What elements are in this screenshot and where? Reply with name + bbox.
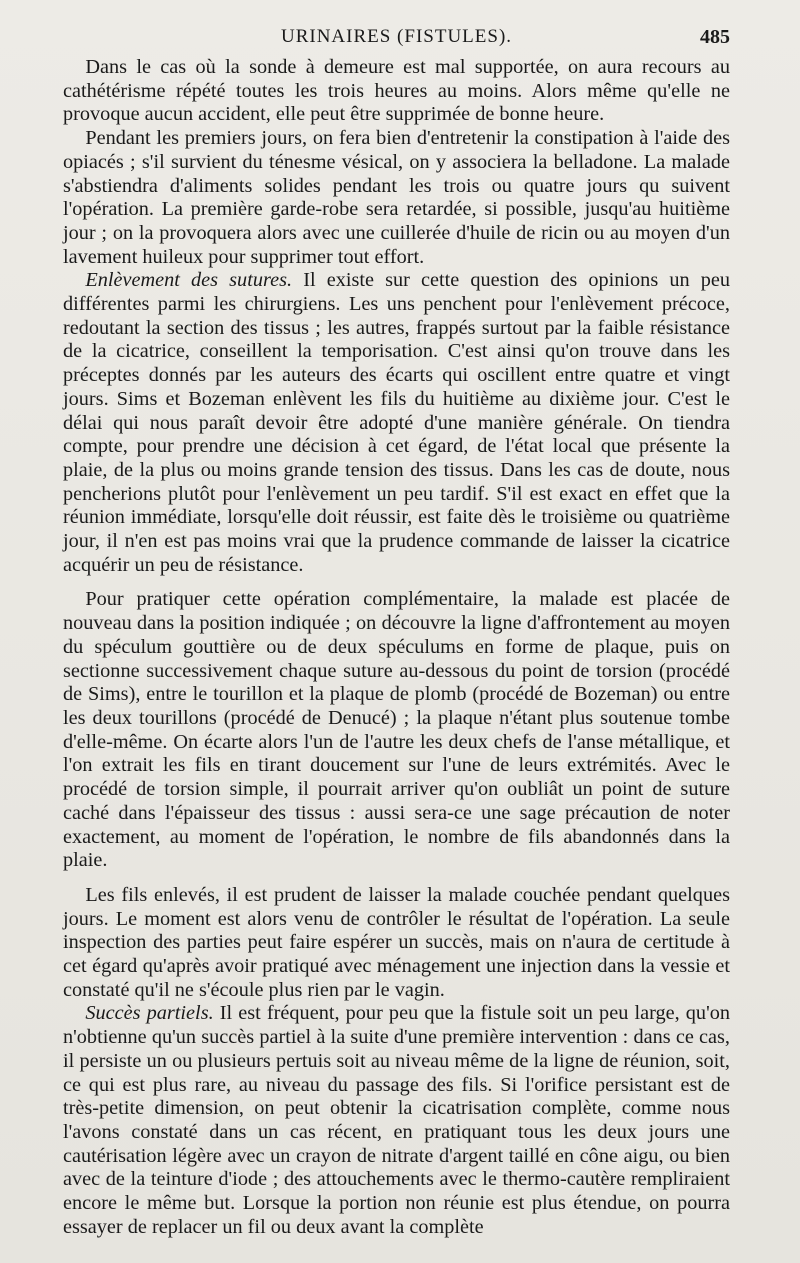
paragraph-text: Il existe sur cette question des opinions un peu différentes parmi les chirurgiens. Les uns penchent pour l'enlèvement précoce, redoutant la section des tissus ; les autres, frappés surtout par la faible résistance de la cicatrice, conseillent la temporisation. C'est ainsi qu'on trouve dans les préceptes donnés par les auteurs des écarts qui oscillent entre quatre et vingt jours. Sims et Bozeman enlèvent les fils du huitième au dixième jour. C'est le délai qui nous paraît devoir être adopté d'une manière générale. On tiendra compte, pour prendre une décision à cet égard, de l'état local que présente la plaie, de la plus ou moins grande tension des tissus. Dans les cas de doute, nous pencherions plutôt pour l'enlèvement un peu tardif. S'il est exact en effet que la réunion immédiate, lorsqu'elle doit réussir, est faite dès le troisième ou quatrième jour, il n'en est pas moins vrai que la prudence commande de laisser la cicatrice acquérir un peu de résistance. (63, 269, 730, 576)
running-title: URINAIRES (FISTULES). (280, 26, 513, 47)
paragraph-lead: Succès partiels. (85, 1002, 214, 1025)
paragraph (63, 884, 730, 1003)
running-header (63, 22, 730, 56)
paragraph (63, 127, 730, 269)
paragraph-text: Il est fréquent, pour peu que la fistule soit un peu large, qu'on n'obtienne qu'un succès partiel à la suite d'une première intervention : dans ce cas, il persiste un ou plusieurs pertuis soit au niveau même de la ligne de réunion, soit, ce qui est plus rare, au niveau du passage des fils. Si l'orifice persistant est de très-petite dimension, on peut obtenir la cicatrisation complète, comme nous l'avons constaté dans un cas récent, en pratiquant tous les deux jours une cautérisation légère avec un crayon de nitrate d'argent taillé en cône aigu, ou bien avec de la teinture d'iode ; des attouchements avec le thermo-cautère rempliraient encore le même but. Lorsque la portion non réunie est plus étendue, on pourra essayer de replacer un fil ou deux avant la complète (63, 1002, 730, 1238)
paragraph-text: Dans le cas où la sonde à demeure est mal supportée, on aura recours au cathétérisme répété toutes les trois heures au moins. Alors même qu'elle ne provoque aucun accident, elle peut être supprimée de bonne heure. (63, 56, 730, 126)
paragraph (63, 588, 730, 872)
body-text (63, 56, 730, 1239)
paragraph (63, 269, 730, 577)
paragraph-text: Les fils enlevés, il est prudent de laisser la malade couchée pendant quelques jours. Le moment est alors venu de contrôler le résultat de l'opération. La seule inspection des parties peut faire espérer un succès, mais on n'aura de certitude à cet égard qu'après avoir pratiqué avec ménagement une injection dans la vessie et constaté qu'il ne s'écoule plus rien par le vagin. (63, 883, 730, 1001)
paragraph (63, 1002, 730, 1239)
paragraph-text: Pour pratiquer cette opération complémentaire, la malade est placée de nouveau dans la position indiquée ; on découvre la ligne d'affrontement au moyen du spéculum gouttière ou de deux spéculums en forme de plaque, puis on sectionne successivement chaque suture au-dessous du point de torsion (procédé de Sims), entre le tourillon et la plaque de plomb (procédé de Bozeman) ou entre les deux tourillons (procédé de Denucé) ; la plaque n'étant plus soutenue tombe d'elle-même. On écarte alors l'un de l'autre les deux chefs de l'anse métallique, et l'on extrait les fils en tirant doucement sur l'une de leurs extrémités. Avec le procédé de torsion simple, il pourrait arriver qu'on oubliât un point de suture caché dans l'épaisseur des tissus : aussi sera-ce une sage précaution de noter exactement, au moment de l'opération, le nombre de fils abandonnés dans la plaie. (63, 588, 730, 872)
page-number: 485 (700, 26, 730, 48)
paragraph-text: Pendant les premiers jours, on fera bien d'entretenir la constipation à l'aide des opiacés ; s'il survient du ténesme vésical, on y associera la belladone. La malade s'abstiendra d'aliments solides pendant les trois ou quatre jours qu suivent l'opération. La première garde-robe sera retardée, si possible, jusqu'au huitième jour ; on la provoquera alors avec une cuillerée d'huile de ricin ou au moyen d'un lavement huileux pour supprimer tout effort. (63, 127, 730, 268)
paragraph (63, 56, 730, 127)
paragraph-lead: Enlèvement des sutures. (85, 269, 293, 292)
